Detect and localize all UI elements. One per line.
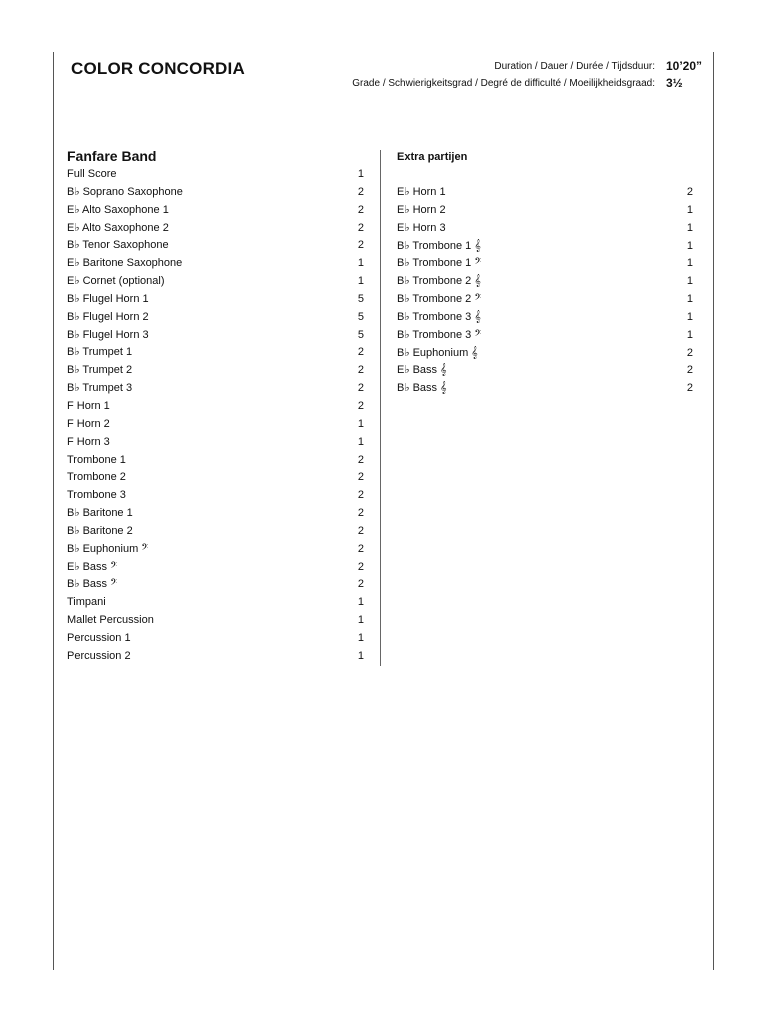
part-name: B♭ Trombone 1 𝄢 — [397, 257, 482, 270]
part-row — [67, 576, 364, 594]
part-row — [67, 273, 364, 291]
part-name: B♭ Trombone 3 𝄞 — [397, 310, 481, 323]
part-name: B♭ Trombone 2 𝄞 — [397, 275, 481, 288]
page-title: COLOR CONCORDIA — [71, 59, 245, 78]
part-quantity: 1 — [357, 614, 364, 627]
part-name: E♭ Horn 1 — [397, 186, 446, 198]
part-name: B♭ Flugel Horn 3 — [67, 328, 149, 341]
part-name: B♭ Flugel Horn 2 — [67, 310, 149, 323]
part-row — [67, 630, 364, 648]
part-row — [67, 327, 364, 345]
part-quantity: 1 — [686, 293, 693, 306]
part-quantity: 2 — [357, 578, 364, 591]
part-row — [67, 291, 364, 309]
part-quantity: 2 — [357, 471, 364, 484]
part-name: E♭ Bass 𝄢 — [67, 560, 118, 573]
duration-label: Duration / Dauer / Durée / Tijdsduur: — [494, 61, 655, 72]
column-divider — [380, 150, 381, 666]
part-row — [67, 505, 364, 523]
part-row — [67, 487, 364, 505]
part-name: E♭ Alto Saxophone 1 — [67, 203, 169, 216]
part-row — [67, 309, 364, 327]
part-row — [397, 291, 693, 309]
part-quantity: 1 — [686, 203, 693, 216]
part-name: Mallet Percussion — [67, 614, 154, 627]
part-quantity: 2 — [357, 346, 364, 359]
part-quantity: 5 — [357, 310, 364, 323]
part-row — [67, 255, 364, 273]
part-name: Percussion 2 — [67, 649, 131, 662]
part-name: F Horn 2 — [67, 417, 110, 430]
part-quantity: 1 — [686, 275, 693, 288]
left-margin-rule — [53, 52, 54, 970]
part-row — [67, 648, 364, 666]
part-quantity: 1 — [357, 631, 364, 644]
part-row — [67, 237, 364, 255]
part-row — [397, 380, 693, 398]
part-quantity: 2 — [357, 399, 364, 412]
part-quantity: 2 — [357, 364, 364, 377]
part-quantity: 1 — [357, 417, 364, 430]
part-name: B♭ Flugel Horn 1 — [67, 292, 149, 305]
part-row — [397, 220, 693, 238]
part-quantity: 5 — [357, 292, 364, 305]
part-row — [67, 452, 364, 470]
fanfare-band-heading: Fanfare Band — [67, 148, 157, 164]
part-name: B♭ Trombone 3 𝄢 — [397, 328, 482, 341]
part-name: Trombone 2 — [67, 471, 126, 484]
part-quantity: 2 — [686, 186, 693, 198]
part-quantity: 2 — [357, 524, 364, 537]
part-name: B♭ Trombone 1 𝄞 — [397, 239, 481, 252]
part-row — [67, 398, 364, 416]
part-name: Percussion 1 — [67, 631, 131, 644]
part-name: B♭ Bass 𝄞 — [397, 382, 447, 395]
part-quantity: 1 — [357, 275, 364, 288]
part-name: E♭ Bass 𝄞 — [397, 364, 447, 377]
part-row — [397, 309, 693, 327]
part-name: B♭ Euphonium 𝄢 — [67, 542, 149, 555]
part-row — [67, 523, 364, 541]
part-row — [67, 362, 364, 380]
part-quantity: 1 — [686, 328, 693, 341]
part-row — [67, 469, 364, 487]
part-quantity: 1 — [686, 239, 693, 252]
part-name: B♭ Baritone 1 — [67, 507, 133, 520]
part-quantity: 5 — [357, 328, 364, 341]
part-name: E♭ Horn 3 — [397, 221, 446, 234]
part-quantity: 2 — [357, 221, 364, 234]
grade-label: Grade / Schwierigkeitsgrad / Degré de difficulté / Moeilijkheidsgraad: — [352, 78, 655, 89]
part-row — [397, 238, 693, 256]
part-row — [67, 166, 364, 184]
part-row — [67, 202, 364, 220]
part-quantity: 2 — [357, 185, 364, 198]
part-row — [67, 541, 364, 559]
part-row — [397, 345, 693, 363]
part-row — [397, 202, 693, 220]
part-name: B♭ Soprano Saxophone — [67, 185, 183, 198]
part-quantity: 1 — [357, 435, 364, 448]
part-name: E♭ Cornet (optional) — [67, 275, 165, 288]
part-name: B♭ Bass 𝄢 — [67, 578, 118, 591]
part-row — [67, 220, 364, 238]
part-row — [67, 184, 364, 202]
part-name: E♭ Baritone Saxophone — [67, 257, 183, 270]
part-quantity: 2 — [357, 203, 364, 216]
part-quantity: 1 — [357, 168, 364, 180]
part-quantity: 2 — [686, 346, 693, 359]
part-quantity: 2 — [357, 507, 364, 520]
part-row — [67, 612, 364, 630]
part-name: B♭ Euphonium 𝄞 — [397, 346, 478, 359]
part-name: B♭ Trumpet 3 — [67, 382, 133, 395]
right-margin-rule — [713, 52, 714, 970]
extra-parts-list — [397, 184, 693, 398]
part-quantity: 2 — [357, 542, 364, 555]
part-name: Trombone 1 — [67, 453, 126, 466]
part-name: F Horn 1 — [67, 399, 110, 412]
duration-value: 10’20” — [666, 59, 703, 73]
part-quantity: 2 — [357, 453, 364, 466]
part-row — [397, 327, 693, 345]
part-quantity: 2 — [357, 239, 364, 252]
part-row — [67, 344, 364, 362]
part-name: Full Score — [67, 168, 117, 180]
part-quantity: 1 — [686, 257, 693, 270]
part-name: B♭ Trumpet 2 — [67, 364, 133, 377]
part-quantity: 2 — [357, 382, 364, 395]
part-name: F Horn 3 — [67, 435, 110, 448]
part-name: B♭ Baritone 2 — [67, 524, 133, 537]
part-quantity: 1 — [686, 310, 693, 323]
part-row — [67, 434, 364, 452]
part-name: B♭ Trombone 2 𝄢 — [397, 293, 482, 306]
part-name: E♭ Horn 2 — [397, 203, 446, 216]
part-quantity: 2 — [686, 364, 693, 377]
part-row — [397, 362, 693, 380]
part-row — [67, 416, 364, 434]
part-quantity: 1 — [357, 649, 364, 662]
extra-parts-heading: Extra partijen — [397, 151, 468, 163]
part-name: B♭ Tenor Saxophone — [67, 239, 169, 252]
part-quantity: 1 — [357, 257, 364, 270]
part-row — [67, 594, 364, 612]
part-quantity: 2 — [686, 382, 693, 395]
part-row — [67, 559, 364, 577]
part-quantity: 2 — [357, 560, 364, 573]
part-name: Timpani — [67, 596, 106, 609]
part-quantity: 2 — [357, 489, 364, 502]
part-quantity: 1 — [686, 221, 693, 234]
part-name: E♭ Alto Saxophone 2 — [67, 221, 169, 234]
part-row — [397, 273, 693, 291]
fanfare-parts-list — [67, 166, 364, 666]
part-row — [67, 380, 364, 398]
part-quantity: 1 — [357, 596, 364, 609]
part-row — [397, 184, 693, 202]
grade-value: 3½ — [666, 76, 683, 90]
part-name: Trombone 3 — [67, 489, 126, 502]
part-row — [397, 255, 693, 273]
part-name: B♭ Trumpet 1 — [67, 346, 133, 359]
